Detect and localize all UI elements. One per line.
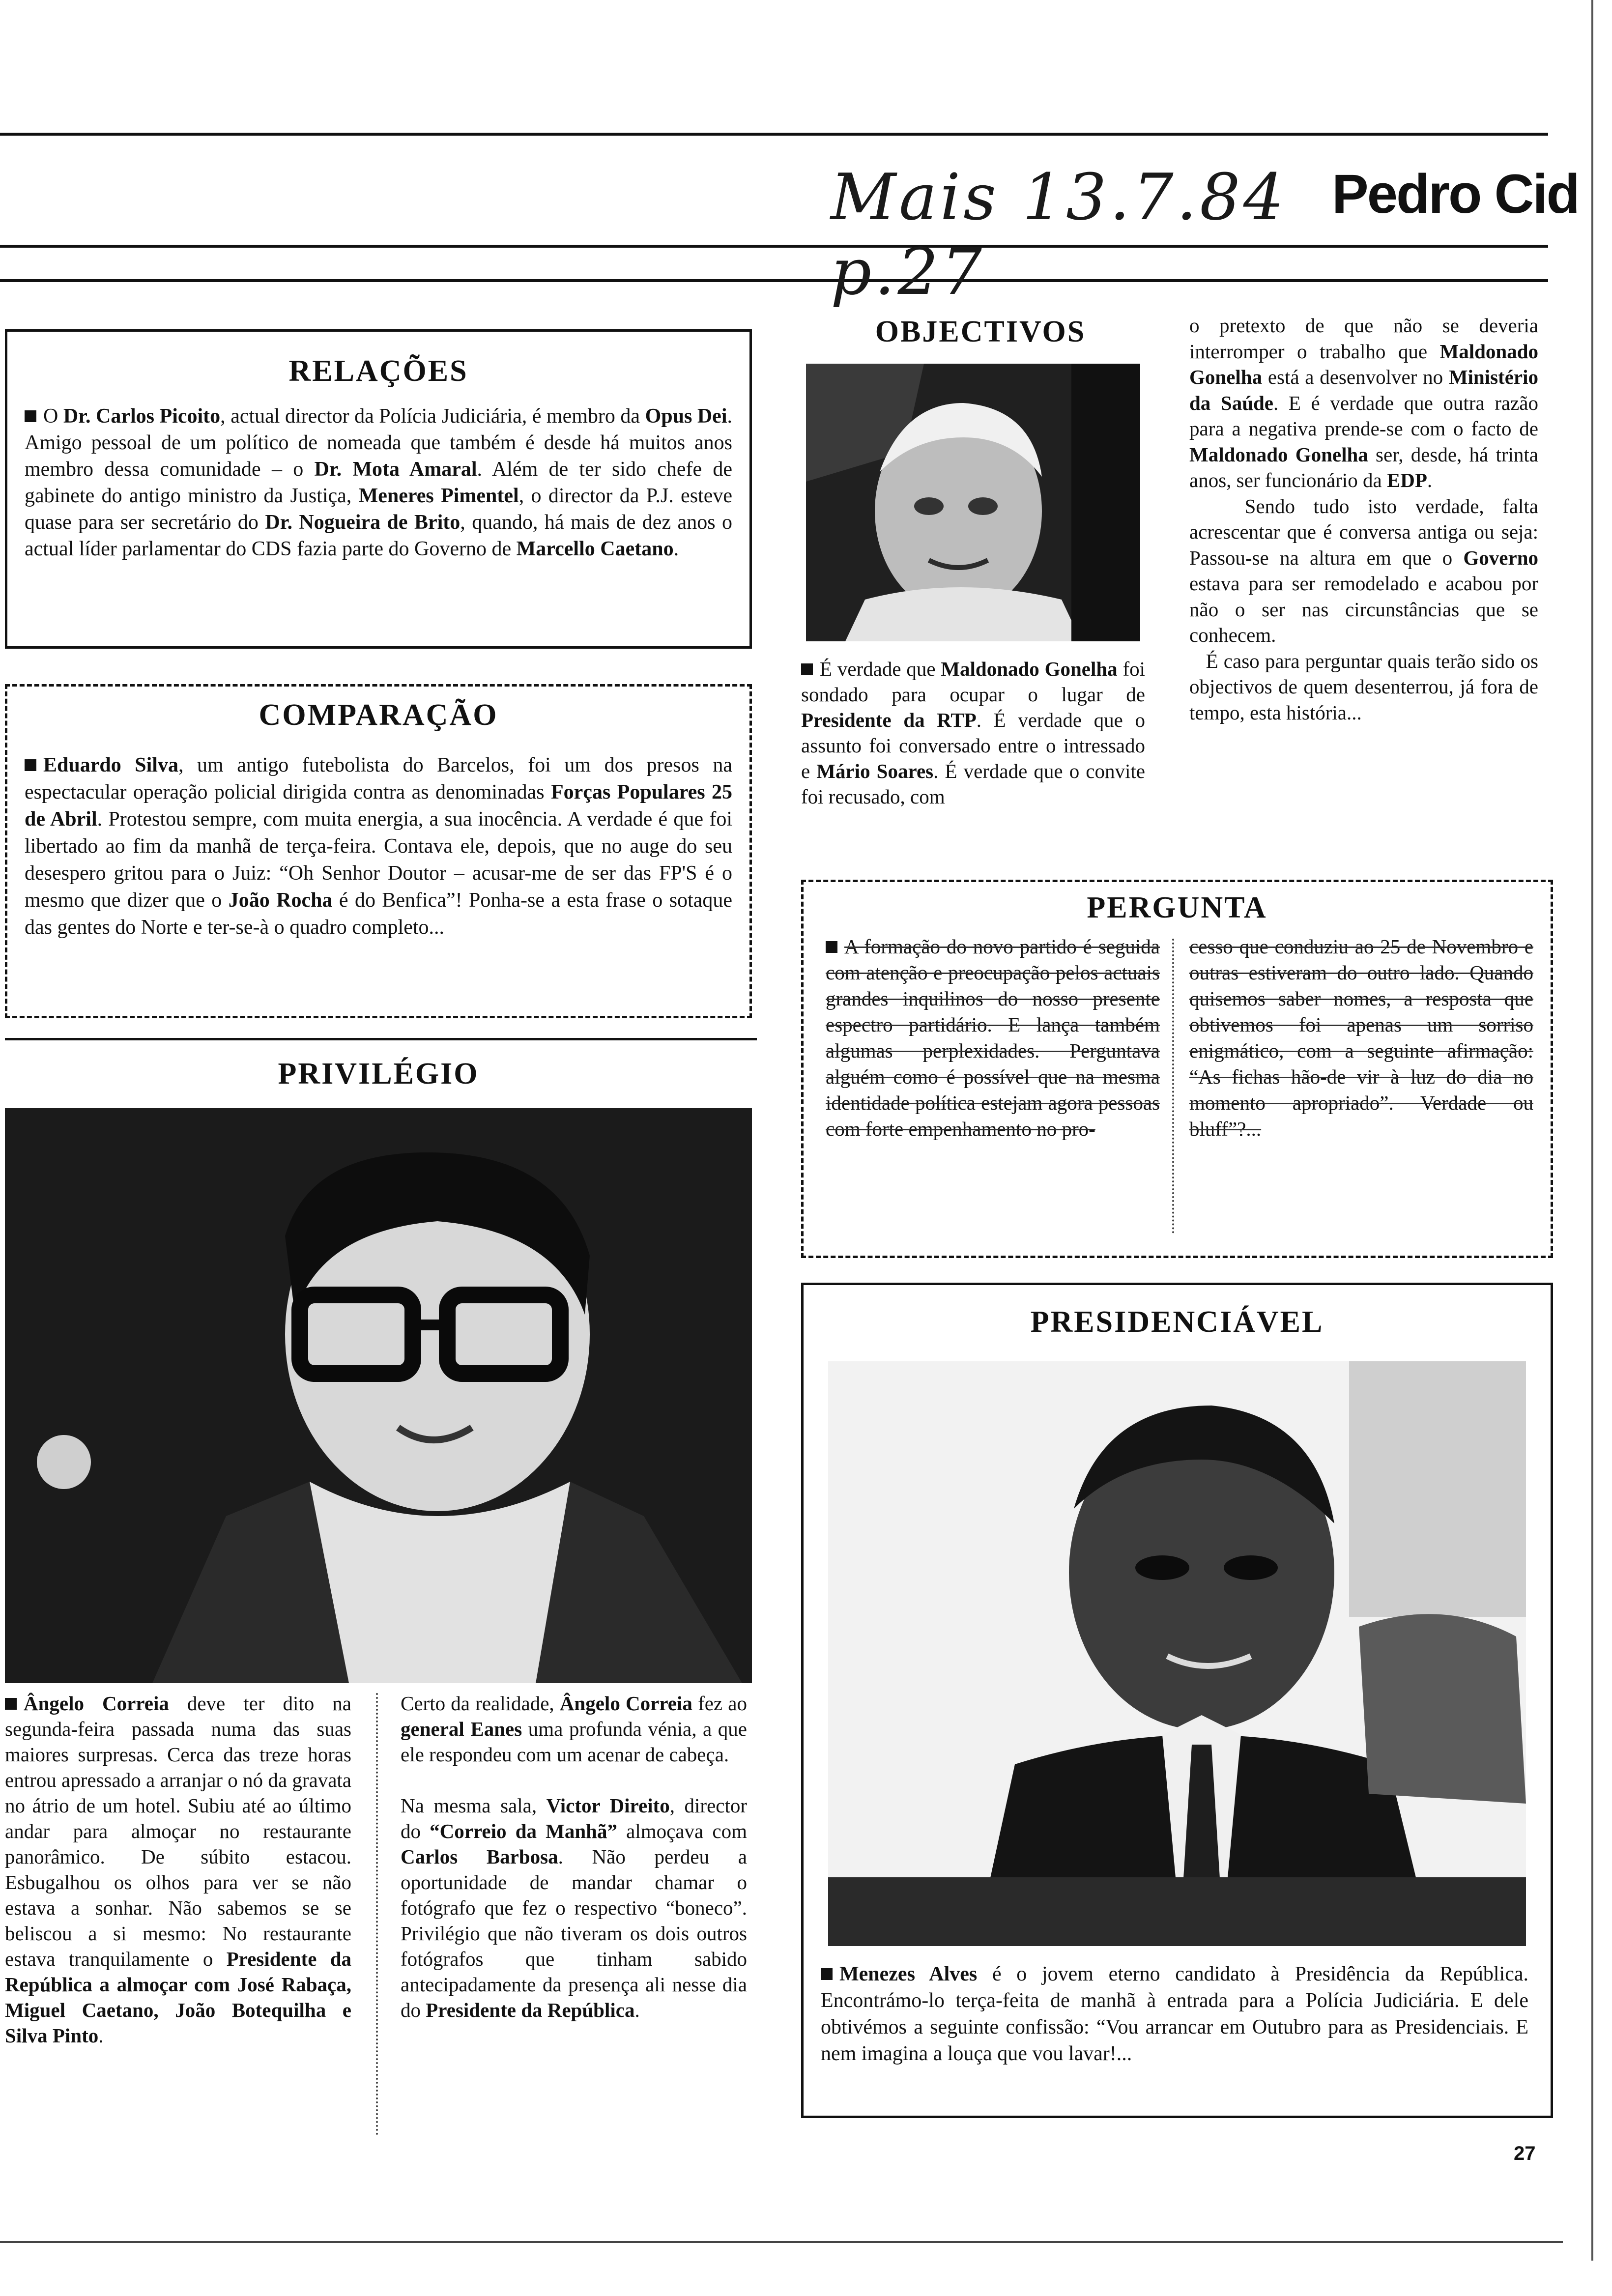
pergunta-title: PERGUNTA (1087, 891, 1267, 924)
objectivos-photo (806, 364, 1140, 641)
top-rule (0, 133, 1548, 136)
comparacao-title: COMPARAÇÃO (259, 698, 498, 732)
page-number: 27 (1514, 2143, 1536, 2164)
bottom-rule (0, 2241, 1563, 2243)
privilegio-photo (5, 1108, 752, 1683)
handwritten-note: Mais 13.7.84 p.27 (831, 160, 1287, 309)
presidenciavel-photo (828, 1361, 1526, 1946)
presidenciavel-title: PRESIDENCIÁVEL (1030, 1305, 1324, 1339)
privilegio-top-rule (5, 1038, 757, 1040)
maldonado-gonelha-image (806, 364, 1140, 641)
presidenciavel-text: Menezes Alves é o jovem eterno candidato à Presidência da República. Encontrámo-lo terça-feita de manhã à entrada para a Polícia Judiciária. E dele obtivémos a seguinte confissão: “Vou arrancar em Outubro para as Presidenciais. E nem imagina a louça que vou lavar!... (821, 1963, 1528, 2065)
right-margin-rule (1591, 0, 1593, 2261)
privilegio-col1: Ângelo Correia deve ter dito na segunda-feira passada numa das suas maiores surpresas. Cerca das treze horas entrou apressado a arranjar o nó da gravata no átrio de um hotel. Subiu até ao último andar para almoçar no restaurante panorâmico. De súbito estacou. Esbugalhou os olhos para ver se não estava a sonhar. Não sabemos se se beliscou a si mesmo: No restaurante estava tranquilamente o Presidente da República a almoçar com José Rabaça, Miguel Caetano, João Botequilha e Silva Pinto. (5, 1692, 351, 2047)
comparacao-text: Eduardo Silva, um antigo futebolista do Barcelos, foi um dos presos na espectacular operação policial dirigida contra as denominadas Forças Populares 25 de Abril. Protestou sempre, com muita energia, a sua inocência. A verdade é que foi libertado ao fim da manhã de terça-feira. Contava ele, depois, que no auge do seu desespero gritou para o Juiz: “Oh Senhor Doutor – acusar-me de ser das FP'S é o mesmo que dizer que o João Rocha é do Benfica”! Ponha-se a esta frase o sotaque das gentes do Norte e ter-se-à o quadro completo... (25, 754, 733, 939)
privilegio-title: PRIVILÉGIO (278, 1057, 479, 1091)
menezes-alves-image (828, 1361, 1526, 1946)
pergunta-col1: A formação do novo partido é seguida com atenção e preocupação pelos actuais grandes inquilinos do nosso presente espectro partidário. E lança também algumas perplexidades. Perguntava alguém como é possível que na mesma identidade política estejam agora pessoas com forte empenhamento no pro- (826, 935, 1160, 1140)
relacoes-title: RELAÇÕES (288, 354, 468, 388)
pergunta-column-divider (1172, 939, 1174, 1234)
objectivos-title: OBJECTIVOS (875, 315, 1086, 348)
privilegio-column-divider (376, 1693, 378, 2135)
objectivos-col1: É verdade que Maldonado Gonelha foi sondado para ocupar o lugar de Presidente da RTP. É verdade que o assunto foi conversado entre o intressado e Mário Soares. É verdade que o convite foi recusado, com (801, 658, 1145, 808)
objectivos-col2: o pretexto de que não se deveria interromper o trabalho que Maldonado Gonelha está a desenvolver no Ministério da Saúde. E é verdade que outra razão para a negativa prende-se com o facto de Maldonado Gonelha ser, desde, há trinta anos, ser funcionário da EDP. Sendo tudo isto verdade, falta acrescentar que é conversa antiga ou seja: Passou-se na altura em que o Governo estava para ser remodelado e acabou por não o ser nas circunstâncias que se conhecem. É caso para perguntar quais terão sido os objectivos de quem desenterrou, já fora de tempo, esta história... (1189, 314, 1538, 724)
relacoes-text: O Dr. Carlos Picoito, actual director da Polícia Judiciária, é membro da Opus Dei. Amigo pessoal de um político de nomeada que também é desde há muitos anos membro dessa comunidade – o Dr. Mota Amaral. Além de ter sido chefe de gabinete do antigo ministro da Justiça, Meneres Pimentel, o director da P.J. esteve quase para ser secretário do Dr. Nogueira de Brito, quando, há mais de dez anos o actual líder parlamentar do CDS fazia parte do Governo de Marcello Caetano. (25, 405, 733, 560)
man-with-glasses-image (5, 1108, 752, 1683)
privilegio-col2: Certo da realidade, Ângelo Correia fez ao general Eanes uma profunda vénia, a que ele respondeu com um acenar de cabeça. Na mesma sala, Victor Direito, director do “Correio da Manhã” almoçava com Carlos Barbosa. Não perdeu a oportunidade de mandar chamar o fotógrafo que fez o respectivo “boneco”. Privilégio que não tiveram os dois outros fotógrafos que tinham sabido antecipadamente da presença ali nesse dia do Presidente da República. (401, 1692, 748, 2021)
pergunta-col2: cesso que conduziu ao 25 de Novembro e outras estiveram do outro lado. Quando quisemos saber nomes, a resposta que obtivemos foi apenas um sorriso enigmático, com a seguinte afirmação: “As fichas hão-de vir à luz do dia no momento apropriado”. Verdade ou bluff”?... (1189, 935, 1533, 1140)
author-name: Pedro Cid (1332, 163, 1579, 225)
